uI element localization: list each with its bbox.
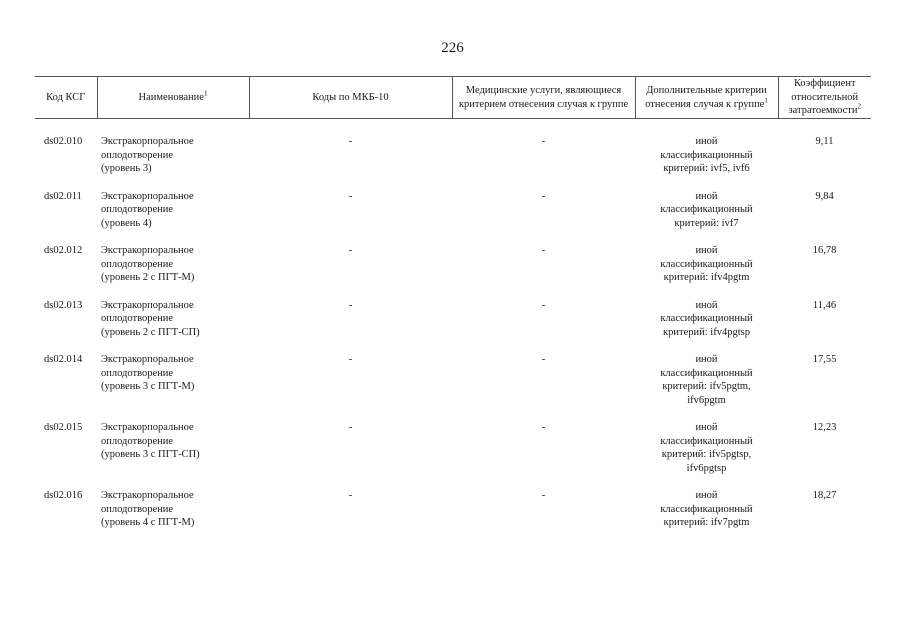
cell-services [452,353,635,421]
cell-code [35,299,97,354]
cell-criteria [635,299,778,354]
cell-name-line: (уровень 4 с ПГТ-М) [101,517,195,528]
cell-code [35,353,97,421]
cell-code-line: ds02.014 [44,354,83,365]
cell-criteria-line: иной [695,299,718,311]
cell-coefficient-line: 9,11 [815,136,834,147]
cell-coefficient [778,135,871,190]
cell-criteria-line: ifv6pgtsp [686,462,727,474]
cell-name-line: оплодотворение [101,149,174,161]
cell-services-line: - [541,245,546,256]
cell-code-line: ds02.012 [44,245,83,256]
cell-name-line: (уровень 2 с ПГТ-СП) [101,326,200,338]
table-row [35,244,871,299]
cell-name [97,135,249,190]
cell-name-line: Экстракорпоральное [101,136,194,147]
cell-mkb-line: - [348,354,353,365]
cell-code-line: ds02.013 [44,299,83,311]
cell-services [452,421,635,489]
cell-services [452,135,635,190]
table-row [35,299,871,354]
cell-code-line: ds02.015 [44,422,83,433]
table-row [35,489,871,544]
table-row [35,353,871,421]
cell-coefficient-line: 12,23 [812,422,837,433]
table-row [35,421,871,489]
cell-services-line: - [541,299,546,311]
cell-criteria-line: классификационный [660,435,753,447]
cell-criteria-line: классификационный [660,204,753,215]
cell-mkb-line: - [348,490,353,501]
cell-criteria [635,421,778,489]
cell-coefficient-line: 9,84 [815,190,834,202]
cell-criteria-line: критерий: ifv5pgtsp, [661,449,752,460]
cell-services [452,190,635,245]
cell-criteria-line: иной [695,245,718,256]
cell-mkb [249,489,452,544]
cell-name-line: (уровень 3 с ПГТ-СП) [101,449,200,460]
table-body [35,119,871,544]
cell-coefficient-line: 11,46 [812,299,837,311]
cell-code [35,421,97,489]
cell-criteria-line: классификационный [660,367,753,379]
cell-criteria-line: критерий: ifv5pgtm, [662,381,751,392]
cell-name-line: оплодотворение [101,313,174,324]
cell-code-line: ds02.016 [44,490,83,501]
cell-coefficient [778,421,871,489]
header-mkb: Коды по МКБ-10 [249,77,452,119]
cell-criteria-line: классификационный [660,313,753,324]
cell-name [97,489,249,544]
cell-mkb-line: - [348,422,353,433]
cell-name-line: (уровень 4) [101,217,152,229]
cell-criteria [635,244,778,299]
cell-services-line: - [541,422,546,433]
cell-mkb-line: - [348,190,353,202]
cell-services [452,244,635,299]
header-code: Код КСГ [35,77,97,119]
cell-criteria-line: классификационный [660,258,753,270]
cell-mkb [249,135,452,190]
cell-criteria [635,353,778,421]
table-row [35,190,871,245]
cell-mkb [249,244,452,299]
cell-coefficient [778,244,871,299]
cell-coefficient [778,299,871,354]
cell-name [97,244,249,299]
ksg-table [35,76,871,544]
cell-criteria [635,190,778,245]
cell-criteria-line: критерий: ivf5, ivf6 [663,163,750,174]
cell-name-line: Экстракорпоральное [101,190,194,202]
cell-mkb [249,421,452,489]
header-name: Наименование$^1$ [97,77,249,119]
header-criteria: Дополнительные критерии отнесения случая к группе$^1$ [635,77,778,119]
cell-criteria-line: критерий: ifv4pgtsp [663,326,750,338]
cell-criteria [635,489,778,544]
table-row [35,135,871,190]
cell-name-line: оплодотворение [101,435,174,447]
page-number: 226 [441,40,464,56]
cell-mkb-line: - [348,299,353,311]
cell-name-line: Экстракорпоральное [101,299,194,311]
cell-code-line: ds02.010 [44,136,83,147]
cell-coefficient-line: 18,27 [812,490,837,501]
cell-name [97,190,249,245]
cell-code [35,135,97,190]
cell-name-line: (уровень 3) [101,163,152,174]
header-services: Медицинские услуги, являющиеся критерием отнесения случая к группе [452,77,635,119]
cell-name-line: оплодотворение [101,367,174,379]
cell-mkb [249,299,452,354]
cell-coefficient [778,190,871,245]
header-coefficient: Коэффициент относительной затратоемкости$^2$ [778,77,871,119]
cell-name-line: Экстракорпоральное [101,354,194,365]
cell-services-line: - [541,136,546,147]
cell-mkb [249,353,452,421]
cell-name-line: (уровень 3 с ПГТ-М) [101,381,195,392]
cell-mkb-line: - [348,245,353,256]
cell-name-line: оплодотворение [101,204,174,215]
cell-coefficient [778,489,871,544]
cell-name-line: Экстракорпоральное [101,490,194,501]
cell-criteria-line: критерий: ivf7 [674,217,739,229]
cell-code [35,190,97,245]
cell-services-line: - [541,490,546,501]
cell-name [97,421,249,489]
cell-name-line: Экстракорпоральное [101,422,194,433]
cell-services [452,299,635,354]
cell-criteria-line: ifv6pgtm [687,394,726,406]
cell-name [97,299,249,354]
cell-criteria-line: иной [695,354,718,365]
table-header-row [35,77,871,119]
cell-name-line: (уровень 2 с ПГТ-М) [101,272,195,283]
cell-services [452,489,635,544]
cell-name-line: оплодотворение [101,503,174,515]
cell-criteria-line: иной [695,422,718,433]
cell-criteria-line: критерий: ifv4pgtm [663,272,750,283]
cell-coefficient-line: 16,78 [812,245,837,256]
cell-coefficient-line: 17,55 [812,354,837,365]
cell-criteria-line: критерий: ifv7pgtm [663,517,750,528]
cell-services-line: - [541,190,546,202]
cell-criteria-line: иной [695,490,718,501]
cell-criteria-line: классификационный [660,503,753,515]
cell-name [97,353,249,421]
cell-name-line: Экстракорпоральное [101,245,194,256]
cell-criteria-line: классификационный [660,149,753,161]
cell-name-line: оплодотворение [101,258,174,270]
cell-code [35,489,97,544]
cell-code-line: ds02.011 [44,190,82,202]
cell-mkb [249,190,452,245]
cell-code [35,244,97,299]
cell-criteria [635,135,778,190]
cell-criteria-line: иной [695,136,718,147]
cell-coefficient [778,353,871,421]
cell-mkb-line: - [348,136,353,147]
cell-criteria-line: иной [695,190,718,202]
cell-services-line: - [541,354,546,365]
